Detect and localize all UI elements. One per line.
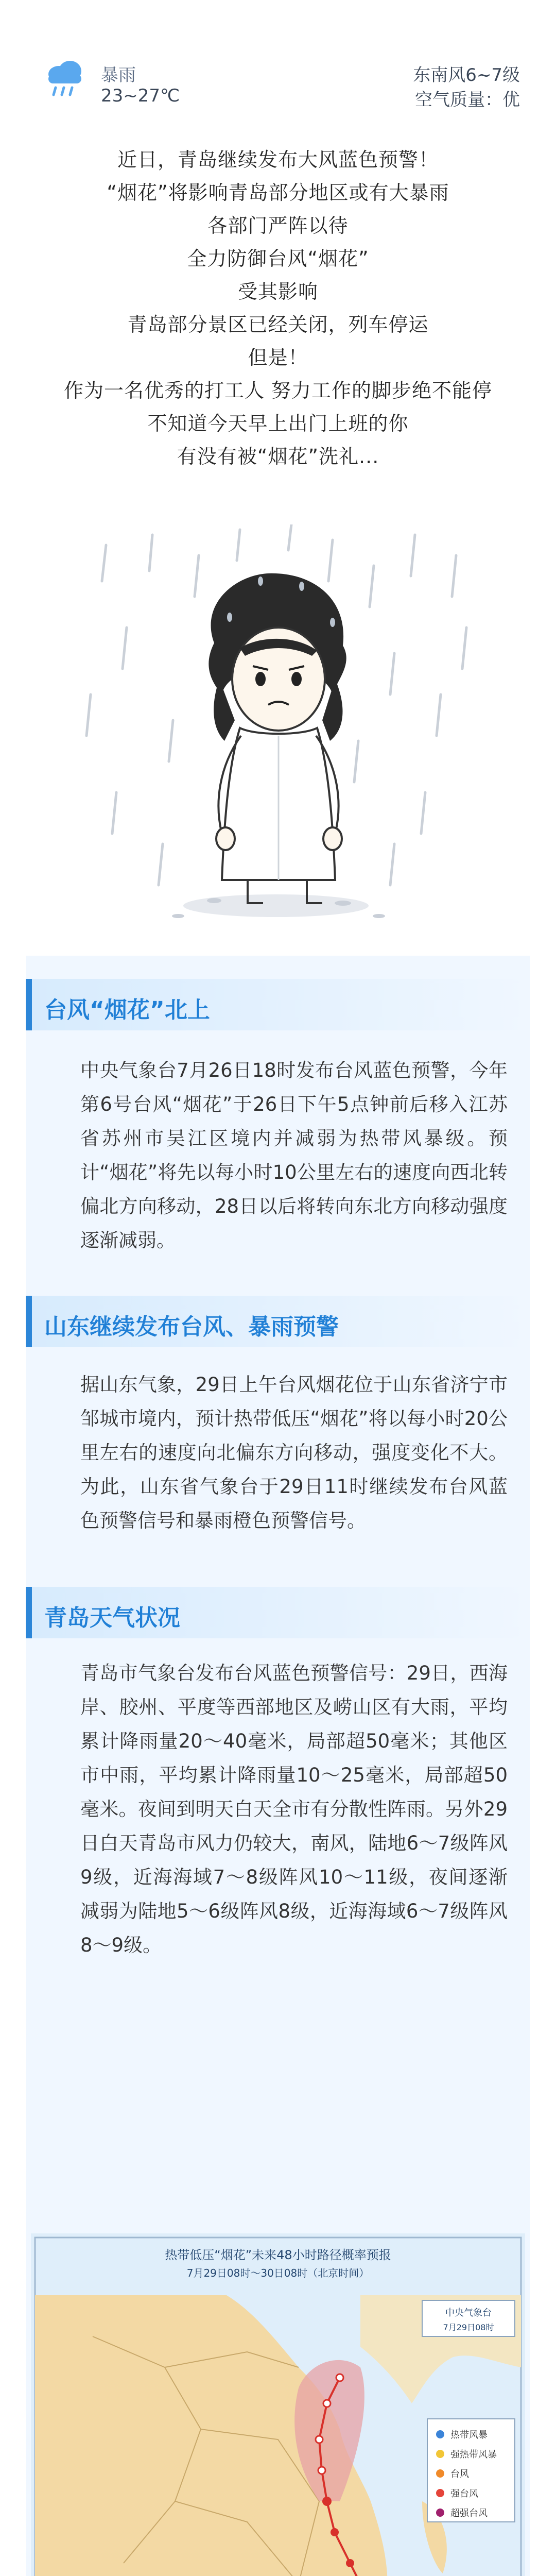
section-title: 青岛天气状况 [44, 1605, 180, 1631]
intro-line: 受其影响 [237, 280, 318, 303]
track-map-subheader: 7月29日08时～30日08时（北京时间） [186, 2267, 370, 2279]
temperature-range: 23~27℃ [101, 86, 180, 106]
track-legend-item: 强热带风暴 [450, 2449, 497, 2460]
intro-line: 各部门严阵以待 [207, 214, 349, 237]
intro-line: 青岛部分景区已经关闭，列车停运 [127, 313, 429, 336]
intro-line: 全力防御台风“烟花” [187, 247, 369, 270]
air-quality: 空气质量：优 [415, 90, 520, 110]
wind-info: 东南风6~7级 [413, 65, 520, 86]
track-legend-item: 强台风 [450, 2488, 478, 2499]
info-panel [26, 956, 530, 2576]
weather-condition: 暴雨 [101, 65, 136, 86]
section-title: 台风“烟花”北上 [44, 997, 210, 1023]
section-text: 青岛市气象台发布台风蓝色预警信号：29日，西海岸、胶州、平度等西部地区及崂山区有大雨，平均累计降雨量20～40毫米，局部超50毫米；其他区市中雨，平均累计降雨量10～25毫米，局部超50毫米。夜间到明天白天全市有分散性阵雨。另外29日白天青岛市风力仍较大，南风，陆地6～7级阵风9级，近海海域7～8级阵风10～11级，夜间逐渐减弱为陆地5～6级阵风8级，近海海域6～7级阵风8～9级。 [80, 1662, 508, 1956]
intro-text [0, 143, 556, 473]
intro-line: 不知道今天早上出门上班的你 [147, 412, 409, 435]
section-header-typhoon-north [26, 979, 530, 1030]
section-header-qingdao-weather [26, 1587, 530, 1638]
track-legend-item: 超强台风 [450, 2508, 488, 2519]
rain-cloud-icon [41, 54, 88, 100]
intro-line: 但是！ [248, 346, 308, 369]
intro-line: 近日，青岛继续发布大风蓝色预警！ [117, 148, 439, 171]
track-map-org: 中央气象台 [445, 2308, 492, 2318]
track-map-date: 7月29日08时 [443, 2323, 494, 2332]
intro-line: “烟花”将影响青岛部分地区或有大暴雨 [107, 181, 449, 204]
typhoon-track-map [31, 2233, 525, 2576]
rain-person-illustration [44, 524, 512, 947]
track-legend-item: 热带风暴 [450, 2430, 488, 2441]
track-map-header: 热带低压“烟花”未来48小时路径概率预报 [165, 2248, 391, 2262]
section-text: 据山东气象，29日上午台风烟花位于山东省济宁市邹城市境内，预计热带低压“烟花”将以每小时20公里左右的速度向北偏东方向移动，强度变化不大。为此，山东省气象台于29日11时继续发布台风蓝色预警信号和暴雨橙色预警信号。 [80, 1374, 508, 1532]
track-legend-item: 台风 [450, 2469, 469, 2480]
section-text: 中央气象台7月26日18时发布台风蓝色预警，今年第6号台风“烟花”于26日下午5点钟前后移入江苏省苏州市吴江区境内并减弱为热带风暴级。预计“烟花”将先以每小时10公里左右的速度向西北转偏北方向移动，28日以后将转向东北方向移动强度逐渐减弱。 [80, 1059, 508, 1251]
intro-line: 作为一名优秀的打工人 努力工作的脚步绝不能停 [63, 379, 493, 402]
intro-line: 有没有被“烟花”洗礼... [177, 445, 379, 468]
section-title: 山东继续发布台风、暴雨预警 [44, 1314, 339, 1340]
weather-header [0, 0, 556, 124]
section-header-shandong-warning [26, 1296, 530, 1347]
